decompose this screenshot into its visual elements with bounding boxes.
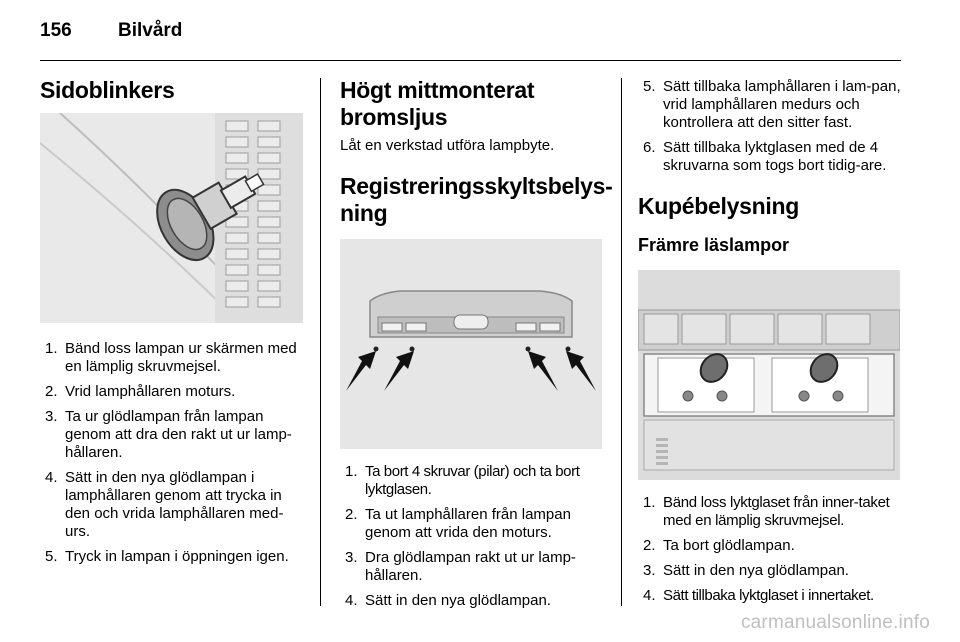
list-item: 2. Ta ut lamphållaren från lampan genom att vrida den moturs. xyxy=(345,506,571,541)
list-item: 5. Sätt tillbaka lamphållaren i lam-pan, vrid lamphållaren medurs och kontrollera att den sitter fast. xyxy=(643,78,901,131)
figure-reading-lamps xyxy=(638,270,900,480)
steps-list-continued xyxy=(638,78,903,175)
figure-license-plate-light xyxy=(340,239,602,449)
column-3 xyxy=(638,75,903,612)
list-item: 6. Sätt tillbaka lyktglasen med de 4 skruvarna som togs bort tidig-are. xyxy=(643,139,887,174)
column-divider-2 xyxy=(621,78,622,606)
list-item: 4. Sätt in den nya glödlampan. xyxy=(345,592,551,609)
page-header xyxy=(40,20,182,42)
heading-bromsljus: Högt mittmonterat bromsljus xyxy=(340,77,535,130)
list-item: 2. Ta bort glödlampan. xyxy=(643,537,795,554)
list-item: 4. Sätt tillbaka lyktglaset i innertaket. xyxy=(643,587,874,604)
list-item: 4. Sätt in den nya glödlampan i lamphållaren genom att trycka in den och vrida lamphållaren med-urs. xyxy=(45,469,284,540)
figure-side-indicator xyxy=(40,113,303,323)
heading-sidoblinkers: Sidoblinkers xyxy=(40,77,175,103)
steps-list-laslampor xyxy=(638,494,903,605)
list-item: 1. Bänd loss lyktglaset från inner-taket med en lämplig skruvmejsel. xyxy=(643,494,890,529)
list-item: 5. Tryck in lampan i öppningen igen. xyxy=(45,548,289,565)
page-number: 156 xyxy=(40,20,72,41)
list-item: 1. Ta bort 4 skruvar (pilar) och ta bort lyktglasen. xyxy=(345,463,580,498)
list-item: 2. Vrid lamphållaren moturs. xyxy=(45,383,236,400)
list-item: 3. Sätt in den nya glödlampan. xyxy=(643,562,849,579)
subheading-framre-laslampor: Främre läslampor xyxy=(638,235,790,255)
steps-list-registreringsskylt xyxy=(340,463,605,610)
section-title: Bilvård xyxy=(118,20,183,41)
column-1 xyxy=(40,75,305,573)
watermark: carmanualsonline.info xyxy=(740,612,930,633)
bromsljus-text: Låt en verkstad utföra lampbyte. xyxy=(340,137,555,154)
list-item: 3. Ta ur glödlampan från lampan genom att dra den rakt ut ur lamp-hållaren. xyxy=(45,408,292,461)
steps-list-sidoblinkers xyxy=(40,340,305,566)
heading-kupebelysning: Kupébelysning xyxy=(638,193,799,219)
column-2 xyxy=(340,75,613,617)
header-rule xyxy=(40,60,901,61)
heading-registreringsskylt: Registreringsskyltsbelys-ning xyxy=(340,173,613,226)
column-divider-1 xyxy=(320,78,321,606)
list-item: 1. Bänd loss lampan ur skärmen med en lämplig skruvmejsel. xyxy=(45,340,297,375)
list-item: 3. Dra glödlampan rakt ut ur lamp-hållaren. xyxy=(345,549,576,584)
